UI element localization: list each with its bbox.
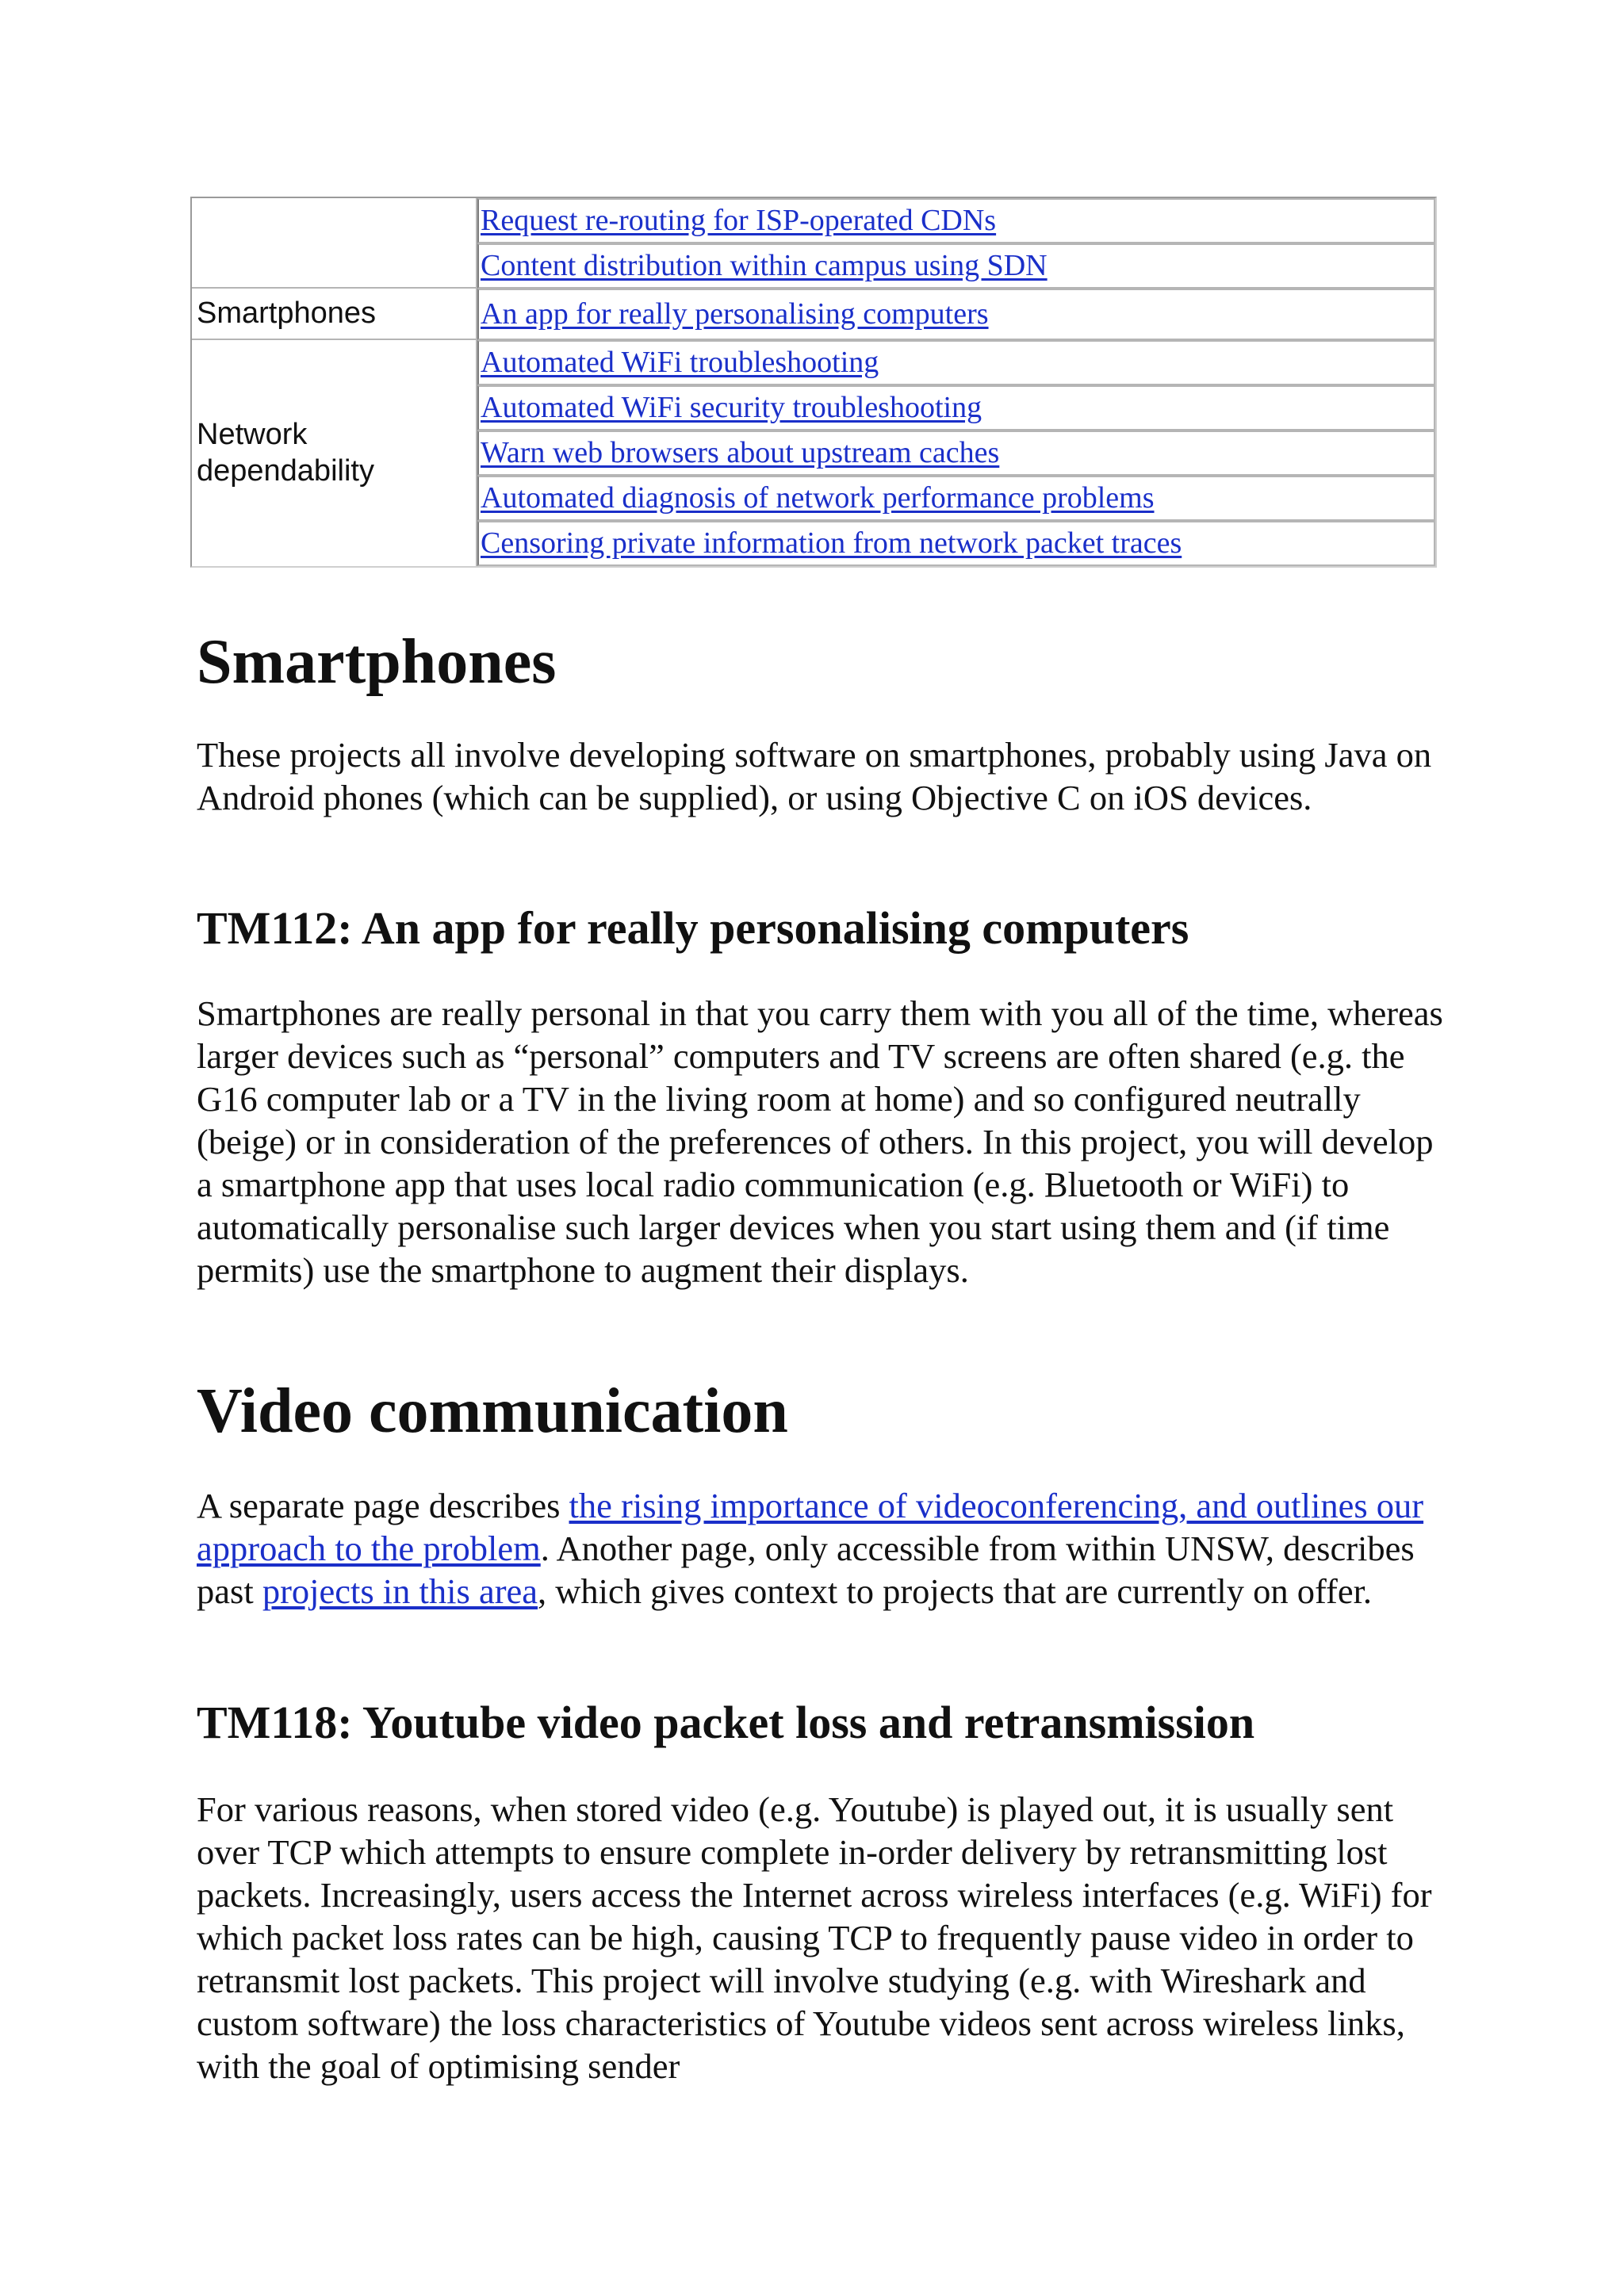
section-heading-video: Video communication [197, 1376, 788, 1446]
video-intro-text: A separate page describes [197, 1486, 569, 1525]
link-cell [477, 340, 1435, 385]
link-cell [477, 385, 1435, 430]
category-cell [192, 340, 477, 566]
video-intro-text: . Another page, only accessible from within UNSW, describes past [197, 1529, 1415, 1611]
project-link[interactable]: Automated WiFi security troubleshooting [481, 390, 982, 424]
project-description-tm112: Smartphones are really personal in that you carry them with you all of the time, whereas larger devices such as “personal” computers and TV screens are often shared (e.g. the G16 computer lab or a TV in the living room at home) and so configured neutrally (beige) or in consideration of the preferences of others. In this project, you will develop a smartphone app that uses local radio communication (e.g. Bluetooth or WiFi) to automatically personalise such larger devices when you start using them and (if time permits) use the smartphone to augment their displays. [197, 993, 1443, 1290]
section-heading-smartphones: Smartphones [197, 627, 557, 697]
project-link[interactable]: Request re-routing for ISP-operated CDNs [481, 203, 997, 237]
project-link[interactable]: An app for really personalising computers [481, 297, 989, 331]
table-row [192, 340, 1435, 385]
video-intro [197, 1484, 1450, 1613]
category-cell [192, 198, 477, 289]
category-label: Network dependability [197, 417, 374, 488]
link-cell [477, 521, 1435, 566]
link-cell [477, 243, 1435, 289]
table-row [192, 289, 1435, 340]
link-cell [477, 289, 1435, 340]
project-index-table [190, 197, 1437, 568]
category-cell: Smartphones [192, 289, 477, 340]
project-link[interactable]: Automated WiFi troubleshooting [481, 345, 879, 379]
link-cell [477, 430, 1435, 476]
past-projects-link[interactable]: projects in this area [262, 1571, 538, 1611]
videoconferencing-link[interactable]: the rising importance of videoconferencing, and outlines our approach to the problem [197, 1486, 1424, 1568]
project-title-tm112: TM112: An app for really personalising computers [197, 902, 1189, 954]
project-link[interactable]: Censoring private information from network packet traces [481, 526, 1182, 560]
project-link[interactable]: Warn web browsers about upstream caches [481, 435, 1000, 469]
table-row [192, 198, 1435, 243]
smartphones-intro: These projects all involve developing software on smartphones, probably using Java on Android phones (which can be supplied), or using Objective C on iOS devices. [197, 735, 1432, 817]
project-link[interactable]: Automated diagnosis of network performance problems [481, 480, 1155, 515]
link-cell [477, 476, 1435, 521]
video-intro-text: , which gives context to projects that are currently on offer. [538, 1571, 1373, 1611]
project-link[interactable]: Content distribution within campus using SDN [481, 248, 1048, 282]
project-title-tm118: TM118: Youtube video packet loss and retransmission [197, 1697, 1255, 1748]
project-description-tm118: For various reasons, when stored video (e.g. Youtube) is played out, it is usually sent over TCP which attempts to ensure complete in-order delivery by retransmitting lost packets. Increasingly, users access the Internet across wireless interfaces (e.g. WiFi) for which packet loss rates can be high, causing TCP to frequently pause video in order to retransmit lost packets. This project will involve studying (e.g. with Wireshark and custom software) the loss characteristics of Youtube videos sent across wireless links, with the goal of optimising sender [197, 1789, 1432, 2086]
link-cell [477, 198, 1435, 243]
